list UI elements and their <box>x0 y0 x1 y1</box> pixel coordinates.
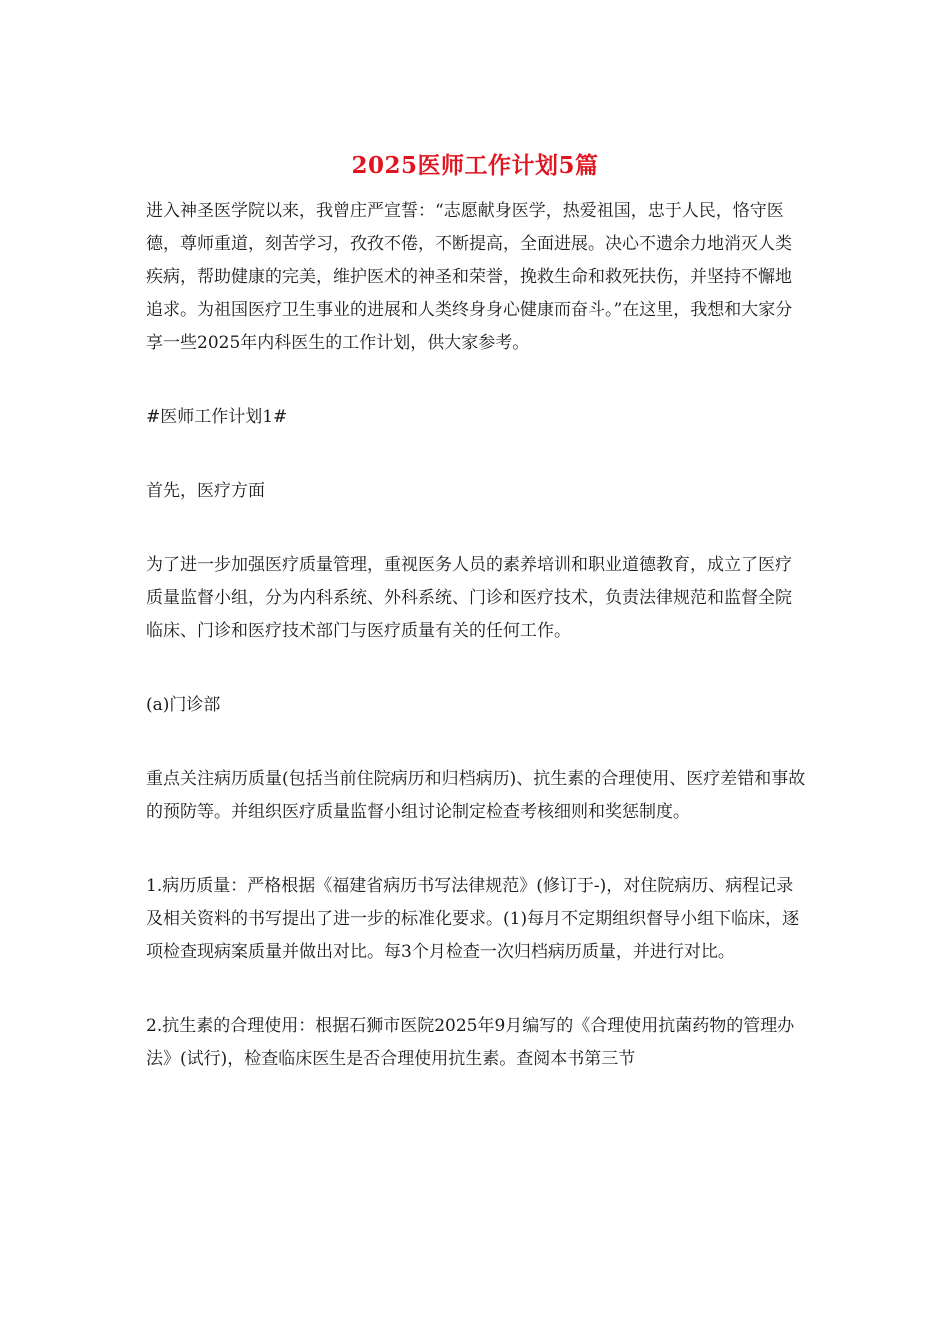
section-heading: #医师工作计划1# <box>146 407 288 427</box>
paragraph-gap <box>146 434 806 475</box>
paragraph-gap <box>146 360 806 401</box>
paragraph-gap <box>146 829 806 870</box>
document-title: 2025医师工作计划5篇 <box>351 152 599 179</box>
document-body <box>146 195 806 1076</box>
paragraph-gap <box>146 648 806 689</box>
paragraph-gap <box>146 969 806 1010</box>
paragraph-gap <box>146 722 806 763</box>
subsection-heading: 首先，医疗方面 <box>146 481 265 501</box>
list-item-paragraph: 2.抗生素的合理使用：根据石狮市医院2025年9月编写的《合理使用抗菌药物的管理办法》(试行)，检查临床医生是否合理使用抗生素。查阅本书第三节 <box>146 1016 795 1069</box>
subsection-heading: (a)门诊部 <box>146 695 221 715</box>
paragraph-gap <box>146 508 806 549</box>
list-item-paragraph: 1.病历质量：严格根据《福建省病历书写法律规范》(修订于-)，对住院病历、病程记录及相关资料的书写提出了进一步的标准化要求。(1)每月不定期组织督导小组下临床，逐项检查现病案质量并做出对比。每3个月检查一次归档病历质量，并进行对比。 <box>146 876 800 962</box>
body-paragraph: 为了进一步加强医疗质量管理，重视医务人员的素养培训和职业道德教育，成立了医疗质量监督小组，分为内科系统、外科系统、门诊和医疗技术，负责法律规范和监督全院临床、门诊和医疗技术部门与医疗质量有关的任何工作。 <box>146 555 792 641</box>
body-paragraph: 重点关注病历质量(包括当前住院病历和归档病历)、抗生素的合理使用、医疗差错和事故的预防等。并组织医疗质量监督小组讨论制定检查考核细则和奖惩制度。 <box>146 769 806 822</box>
intro-paragraph: 进入神圣医学院以来，我曾庄严宣誓：“志愿献身医学，热爱祖国，忠于人民，恪守医德，尊师重道，刻苦学习，孜孜不倦，不断提高，全面进展。决心不遗余力地消灭人类疾病，帮助健康的完美，维护医术的神圣和荣誉，挽救生命和救死扶伤，并坚持不懈地追求。为祖国医疗卫生事业的进展和人类终身身心健康而奋斗。”在这里，我想和大家分享一些2025年内科医生的工作计划，供大家参考。 <box>146 201 793 353</box>
